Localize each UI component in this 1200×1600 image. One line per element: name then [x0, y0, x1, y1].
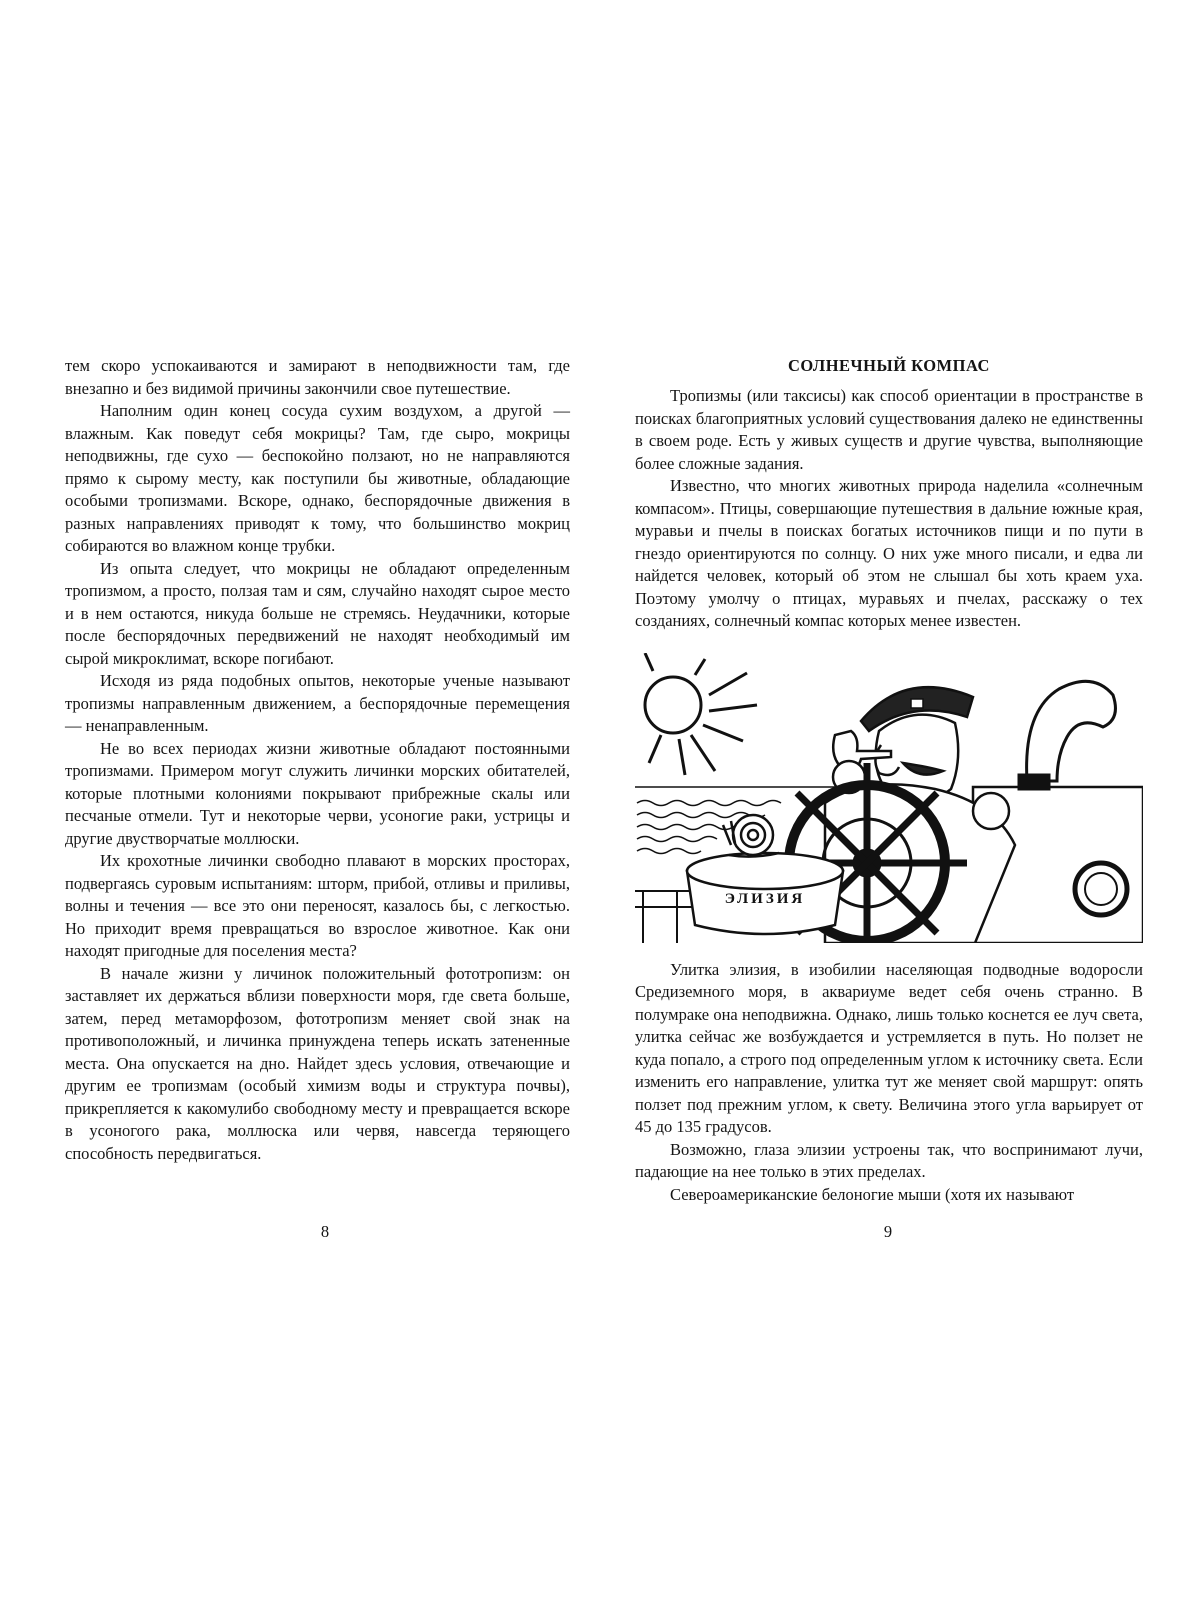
paragraph: Из опыта следует, что мокрицы не обладают определенным тропизмом, а просто, ползая там и сям, случайно находят сырое место и в нем остаются, никуда больше не стремясь. Неудачники, которые после беспорядочных передвижений не находят необходимый им сырой микроклимат, вскоре погибают. [65, 558, 570, 668]
page-number-right: 9 [883, 1222, 893, 1241]
right-page [635, 355, 1143, 1206]
captain-illustration [635, 653, 1143, 943]
paragraph: Не во всех периодах жизни животные обладают постоянными тропизмами. Примером могут служить личинки морских обитателей, которые плотными колониями покрывают прибрежные скалы или песчаные отмели. Тут и некоторые черви, усоногие раки, устрицы и другие двустворчатые моллюски. [65, 738, 570, 848]
paragraph: тем скоро успокаиваются и замирают в неподвижности там, где внезапно и без видимой причины закончили свое путешествие. [65, 356, 570, 398]
paragraph: Североамериканские белоногие мыши (хотя их называют [670, 1184, 1075, 1204]
paragraph: Их крохотные личинки свободно плавают в морских просторах, подвергаясь суровым испытаниям: шторм, прибой, отливы и приливы, волны и течения — все это они переносят, казалось бы, с легкостью. Но приходит время превращаться во взрослое животное. Как они находят пригодные для поселения места? [65, 851, 570, 960]
ventilator-icon [1019, 681, 1115, 789]
page-number-left: 8 [320, 1222, 330, 1241]
left-page [65, 355, 570, 1165]
section-heading: СОЛНЕЧНЫЙ КОМПАС [788, 356, 990, 375]
paragraph: Исходя из ряда подобных опытов, некоторые ученые называют тропизмы направленным движением, а беспорядочные перемещения — ненаправленным. [65, 671, 570, 735]
paragraph: Известно, что многих животных природа наделила «солнечным компасом». Птицы, совершающие путешествия в дальние южные края, муравьи и пчелы в поисках богатых источников пищи и по пути в гнездо ориентируются по солнцу. О них уже много писали, и едва ли найдется человек, который об этом не слышал бы хоть краем уха. Поэтому умолчу о птицах, муравьях и пчелах, расскажу о тех созданиях, солнечный компас которых менее известен. [635, 476, 1143, 630]
paragraph: Возможно, глаза элизии устроены так, что воспринимают лучи, падающие на нее только в этих пределах. [635, 1139, 1143, 1181]
paragraph: Наполним один конец сосуда сухим воздухом, а другой — влажным. Как поведут себя мокрицы? Там, где сыро, мокрицы неподвижны, где сухо — беспокойно ползают, но не направляются прямо к сырому месту, как поступили бы животные, обладающие особыми тропизмами. Вскоре, однако, беспорядочные движения в разных направлениях приводят к тому, что большинство мокриц собираются во влажном конце трубки. [65, 401, 570, 555]
snail-icon [723, 815, 779, 857]
paragraph: В начале жизни у личинок положительный фототропизм: он заставляет их держаться вблизи поверхности моря, где света больше, затем, перед метаморфозом, фототропизм меняет свой знак на противоположный, и личинка принуждена теперь искать затененные места. Она опускается на дно. Найдет здесь условия, отвечающие и другим ее тропизмам (особый химизм воды и структура почвы), прикрепляется к какомулибо свободному месту и превращается вскоре в усоногого рака, моллюска или червя, навсегда теряющего способность передвигаться. [65, 963, 570, 1163]
sun-icon [645, 653, 757, 775]
tub-lettering: ЭЛИЗИЯ [724, 890, 806, 907]
paragraph: Улитка элизия, в изобилии населяющая подводные водоросли Средиземного моря, в аквариуме ведет себя очень странно. В полумраке она неподвижна. Однако, лишь только коснется ее луч света, улитка сейчас же возбуждается и устремляется в путь. Но ползет не куда попало, а строго под определенным углом к источнику света. Если изменить его направление, улитка тут же меняет свой маршрут: опять ползет под прежним углом, к свету. Величина этого угла варьирует от 45 до 135 градусов. [635, 959, 1143, 1136]
paragraph: Тропизмы (или таксисы) как способ ориентации в пространстве в поисках благоприятных условий существования далеко не единственны в своем роде. Есть у живых существ и другие чувства, выполняющие более сложные задания. [635, 386, 1143, 473]
